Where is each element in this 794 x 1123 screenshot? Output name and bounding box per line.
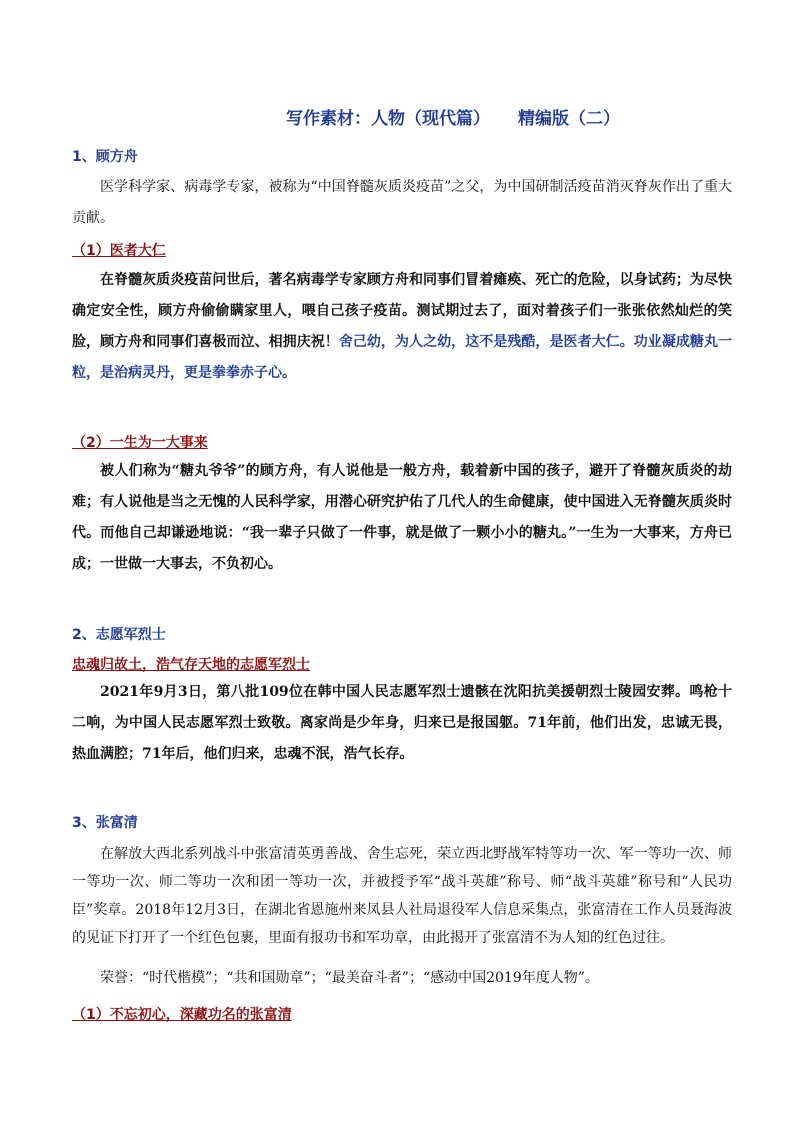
section-2-subheading: 忠魂归故土，浩气存天地的志愿军烈士	[72, 657, 310, 673]
section-1-sub2-heading: （2）一生为一大事来	[72, 435, 208, 451]
section-1-sub2-text: 被人们称为“糖丸爷爷”的顾方舟，有人说他是一般方舟，载着新中国的孩子，避开了脊髓灰质炎的劫难；有人说他是当之无愧的人民科学家，用潜心研究护佑了几代人的生命健康，使中国进入无脊髓灰质炎时代。而他自己却谦逊地说：“我一辈子只做了一件事，就是做了一颗小小的糖丸。”一生为一大事来，方舟已成；一世做一大事去，不负初心。	[72, 463, 732, 572]
section-3-honors: 荣誉：“时代楷模”；“共和国勋章”；“最美奋斗者”；“感动中国2019年度人物”。	[100, 970, 599, 986]
section-1-sub1-text: 在脊髓灰质炎疫苗问世后，著名病毒学专家顾方舟和同事们冒着瘫痪、死亡的危险，以身试药；为尽快确定安全性，顾方舟偷偷瞒家里人，喂自己孩子疫苗。测试期过去了，面对着孩子们一张张依然灿烂的笑脸，顾方舟和同事们喜极而泣、相拥庆祝！	[72, 272, 732, 350]
document-title	[286, 104, 620, 129]
section-1-intro: 医学科学家、病毒学专家，被称为“中国脊髓灰质炎疫苗”之父，为中国研制活疫苗消灭脊灰作出了重大贡献。	[72, 179, 732, 226]
section-2-text: 2021年9月3日，第八批109位在韩中国人民志愿军烈士遗骸在沈阳抗美援朝烈士陵园安葬。鸣枪十二响，为中国人民志愿军烈士致敬。离家尚是少年身，归来已是报国躯。71年前，他们出发，忠诚无畏，热血满腔；71年后，他们归来，忠魂不泯，浩气长存。	[72, 684, 732, 762]
title-subtitle: 精编版（二）	[518, 109, 620, 129]
section-3-text: 在解放大西北系列战斗中张富清英勇善战、舍生忘死，荣立西北野战军特等功一次、军一等功一次、师一等功一次、师二等功一次和团一等功一次，并被授予军“战斗英雄”称号、师“战斗英雄”称号和“人民功臣”奖章。2018年12月3日，在湖北省恩施州来凤县人社局退役军人信息采集点，张富清在工作人员聂海波的见证下打开了一个红色包裹，里面有报功书和军功章，由此揭开了张富清不为人知的红色过往。	[72, 846, 732, 946]
section-2-heading: 2、志愿军烈士	[72, 627, 166, 643]
section-1-heading: 1、顾方舟	[72, 149, 138, 165]
section-3-heading: 3、张富清	[72, 815, 138, 831]
section-1-sub1-highlight: 舍己幼，为人之幼，这不是残酷，是医者大仁。功业凝成糖丸一粒，是治病灵丹，更是拳拳赤子心。	[72, 334, 733, 381]
section-3-sub1-heading: （1）不忘初心，深藏功名的张富清	[72, 1007, 292, 1023]
title-main: 写作素材：人物（现代篇）	[286, 109, 490, 129]
section-1-sub1-paragraph	[72, 265, 732, 389]
section-1-sub1-heading: （1）医者大仁	[72, 243, 166, 259]
